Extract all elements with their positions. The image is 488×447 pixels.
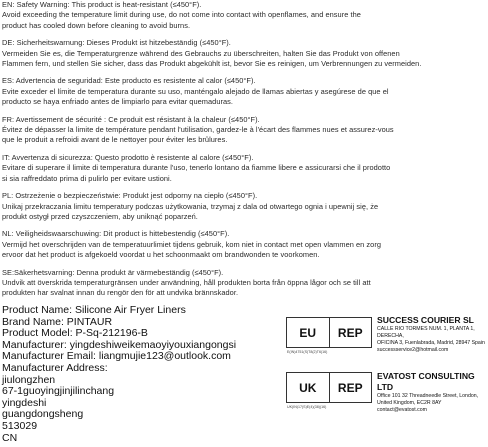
uk-rep-email: contact@evatost.com (377, 407, 427, 413)
product-name: Product Name: Silicone Air Fryer Liners (2, 304, 186, 316)
product-info (2, 305, 282, 444)
warning-line: Undvik att överskrida temperaturgränsen under användning, håll produkten borta från öppna lågor och se till att (2, 277, 371, 287)
uk-rep-info (377, 371, 488, 414)
warning-line: Flammen fern, und stellen Sie sicher, dass das Produkt abgekühlt ist, bevor Sie es reinigen, um Verbrennungen zu vermeiden. (2, 59, 422, 69)
uk-rep-address-line: United Kingdom, EC2R 8AY (377, 400, 442, 406)
warning-line: Évitez de dépasser la limite de température pendant l'utilisation, gardez-le à l'écart des flammes nues et assurez-vous (2, 125, 394, 135)
manufacturer-email: Manufacturer Email: liangmujie123@outlook.com (2, 350, 231, 363)
warning-fr (2, 115, 486, 146)
warning-line: product has cooled down before cleaning to avoid burns. (2, 20, 191, 30)
warning-line: Vermeiden Sie es, die Temperaturgrenze während des Gebrauchs zu überschreiten, halten Sie das Produkt von offenen (2, 48, 400, 58)
uk-rep-logo (286, 372, 372, 403)
warning-line: que le produit a refroidi avant de le nettoyer pour éviter les brûlures. (2, 135, 228, 145)
warning-line: Unikaj przekraczania limitu temperatury podczas użytkowania, trzymaj z dala od otwartego ognia i upewnij się, że (2, 201, 379, 211)
eu-rep-logo (286, 317, 372, 348)
eu-rep-address-line: CALLE RIO TORMES NUM. 1, PLANTA 1, DERECHA, (377, 326, 475, 339)
warning-line: IT: Avvertenza di sicurezza: Questo prodotto è resistente al calore (≤450°F). (2, 152, 254, 162)
warning-line: DE: Sicherheitswarnung: Dieses Produkt ist hitzebeständig (≤450°F). (2, 38, 231, 48)
warning-it (2, 153, 486, 184)
warning-nl (2, 229, 486, 260)
uk-rep-label: REP (337, 380, 363, 395)
manufacturer: Manufacturer: yingdeshiweikemaoyiyouxiangongsi (2, 338, 237, 351)
warning-line: EN: Safety Warning: This product is heat-resistant (≤450°F). (2, 0, 202, 9)
warning-line: producto se haya enfriado antes de limpiarlo para evitar quemaduras. (2, 97, 234, 107)
warning-es (2, 76, 486, 107)
manufacturer-address-label: Manufacturer Address: (2, 361, 108, 374)
eu-rep-info (377, 315, 488, 354)
eu-rep-company: SUCCESS COURIER SL (377, 315, 474, 325)
uk-rep-sub: UK(IN)17(S)E(4)(38)(16) (287, 405, 327, 409)
warning-pl (2, 191, 486, 222)
eu-rep-code: EU (287, 318, 330, 347)
uk-rep-code: UK (287, 373, 330, 402)
warning-en (2, 0, 486, 31)
warning-line: ES: Advertencia de seguridad: Este producto es resistente al calor (≤450°F). (2, 76, 256, 86)
address-line: 513029 (2, 419, 38, 432)
warning-line: produkten har svalnat innan du rengör den för att undvika brännskador. (2, 288, 239, 298)
warning-line: Evitare di superare il limite di temperatura durante l'uso, tenerlo lontano da fiamme libere e assicurarsi che il prodotto (2, 163, 391, 173)
warning-line: FR: Avertissement de sécurité : Ce produit est résistant à la chaleur (≤450°F). (2, 114, 260, 124)
brand-name: Brand Name: PINTAUR (2, 315, 113, 328)
eu-rep-address-line: OFICINA 3, Fuenlabrada, Madrid, 28947 Spain (377, 340, 485, 346)
warning-line: SE:Säkerhetsvarning: Denna produkt är värmebeständig (≤450°F). (2, 267, 224, 277)
eu-rep-sub: E(IN)4751(S)T8(2)T6(16) (287, 350, 328, 354)
eu-rep-email: successservice2@hotmail.com (377, 347, 449, 353)
warning-line: produkt ostygł przed czyszczeniem, aby uniknąć poparzeń. (2, 211, 198, 221)
warning-line: ervoor dat het product is afgekoeld voordat u het schoonmaakt om brandwonden te voorkomen. (2, 250, 320, 260)
uk-rep-company: EVATOST CONSULTING LTD (377, 371, 475, 392)
warning-de (2, 38, 486, 69)
address-line: CN (2, 431, 18, 444)
warning-se (2, 268, 486, 299)
address-line: yingdeshi (2, 396, 47, 409)
warning-line: Avoid exceeding the temperature limit during use, do not come into contact with openflames, and ensure the (2, 10, 361, 20)
warning-line: Evite exceder el límite de temperatura durante su uso, manténgalo alejado de llamas abiertas y asegúrese de que el (2, 86, 389, 96)
warning-line: NL: Veiligheidswaarschuwing: Dit product is hittebestendig (≤450°F). (2, 229, 230, 239)
warning-line: si sia raffreddato prima di pulirlo per evitare ustioni. (2, 173, 172, 183)
address-line: 67-1guoyingjinjilinchang (2, 385, 115, 398)
uk-rep-address-line: Office 101 32 Threadneedle Street, London, (377, 393, 479, 399)
address-line: guangdongsheng (2, 408, 84, 421)
safety-warnings (2, 0, 486, 306)
warning-line: Vermijd het overschrijden van de temperatuurlimiet tijdens gebruik, kom niet in contact met open vlammen en zorg (2, 239, 382, 249)
eu-rep-label: REP (337, 325, 363, 340)
address-line: jiulongzhen (2, 373, 56, 386)
product-model: Product Model: P-Sq-212196-B (2, 327, 148, 340)
warning-line: PL: Ostrzeżenie o bezpieczeństwie: Produkt jest odporny na ciepło (≤450°F). (2, 191, 258, 201)
